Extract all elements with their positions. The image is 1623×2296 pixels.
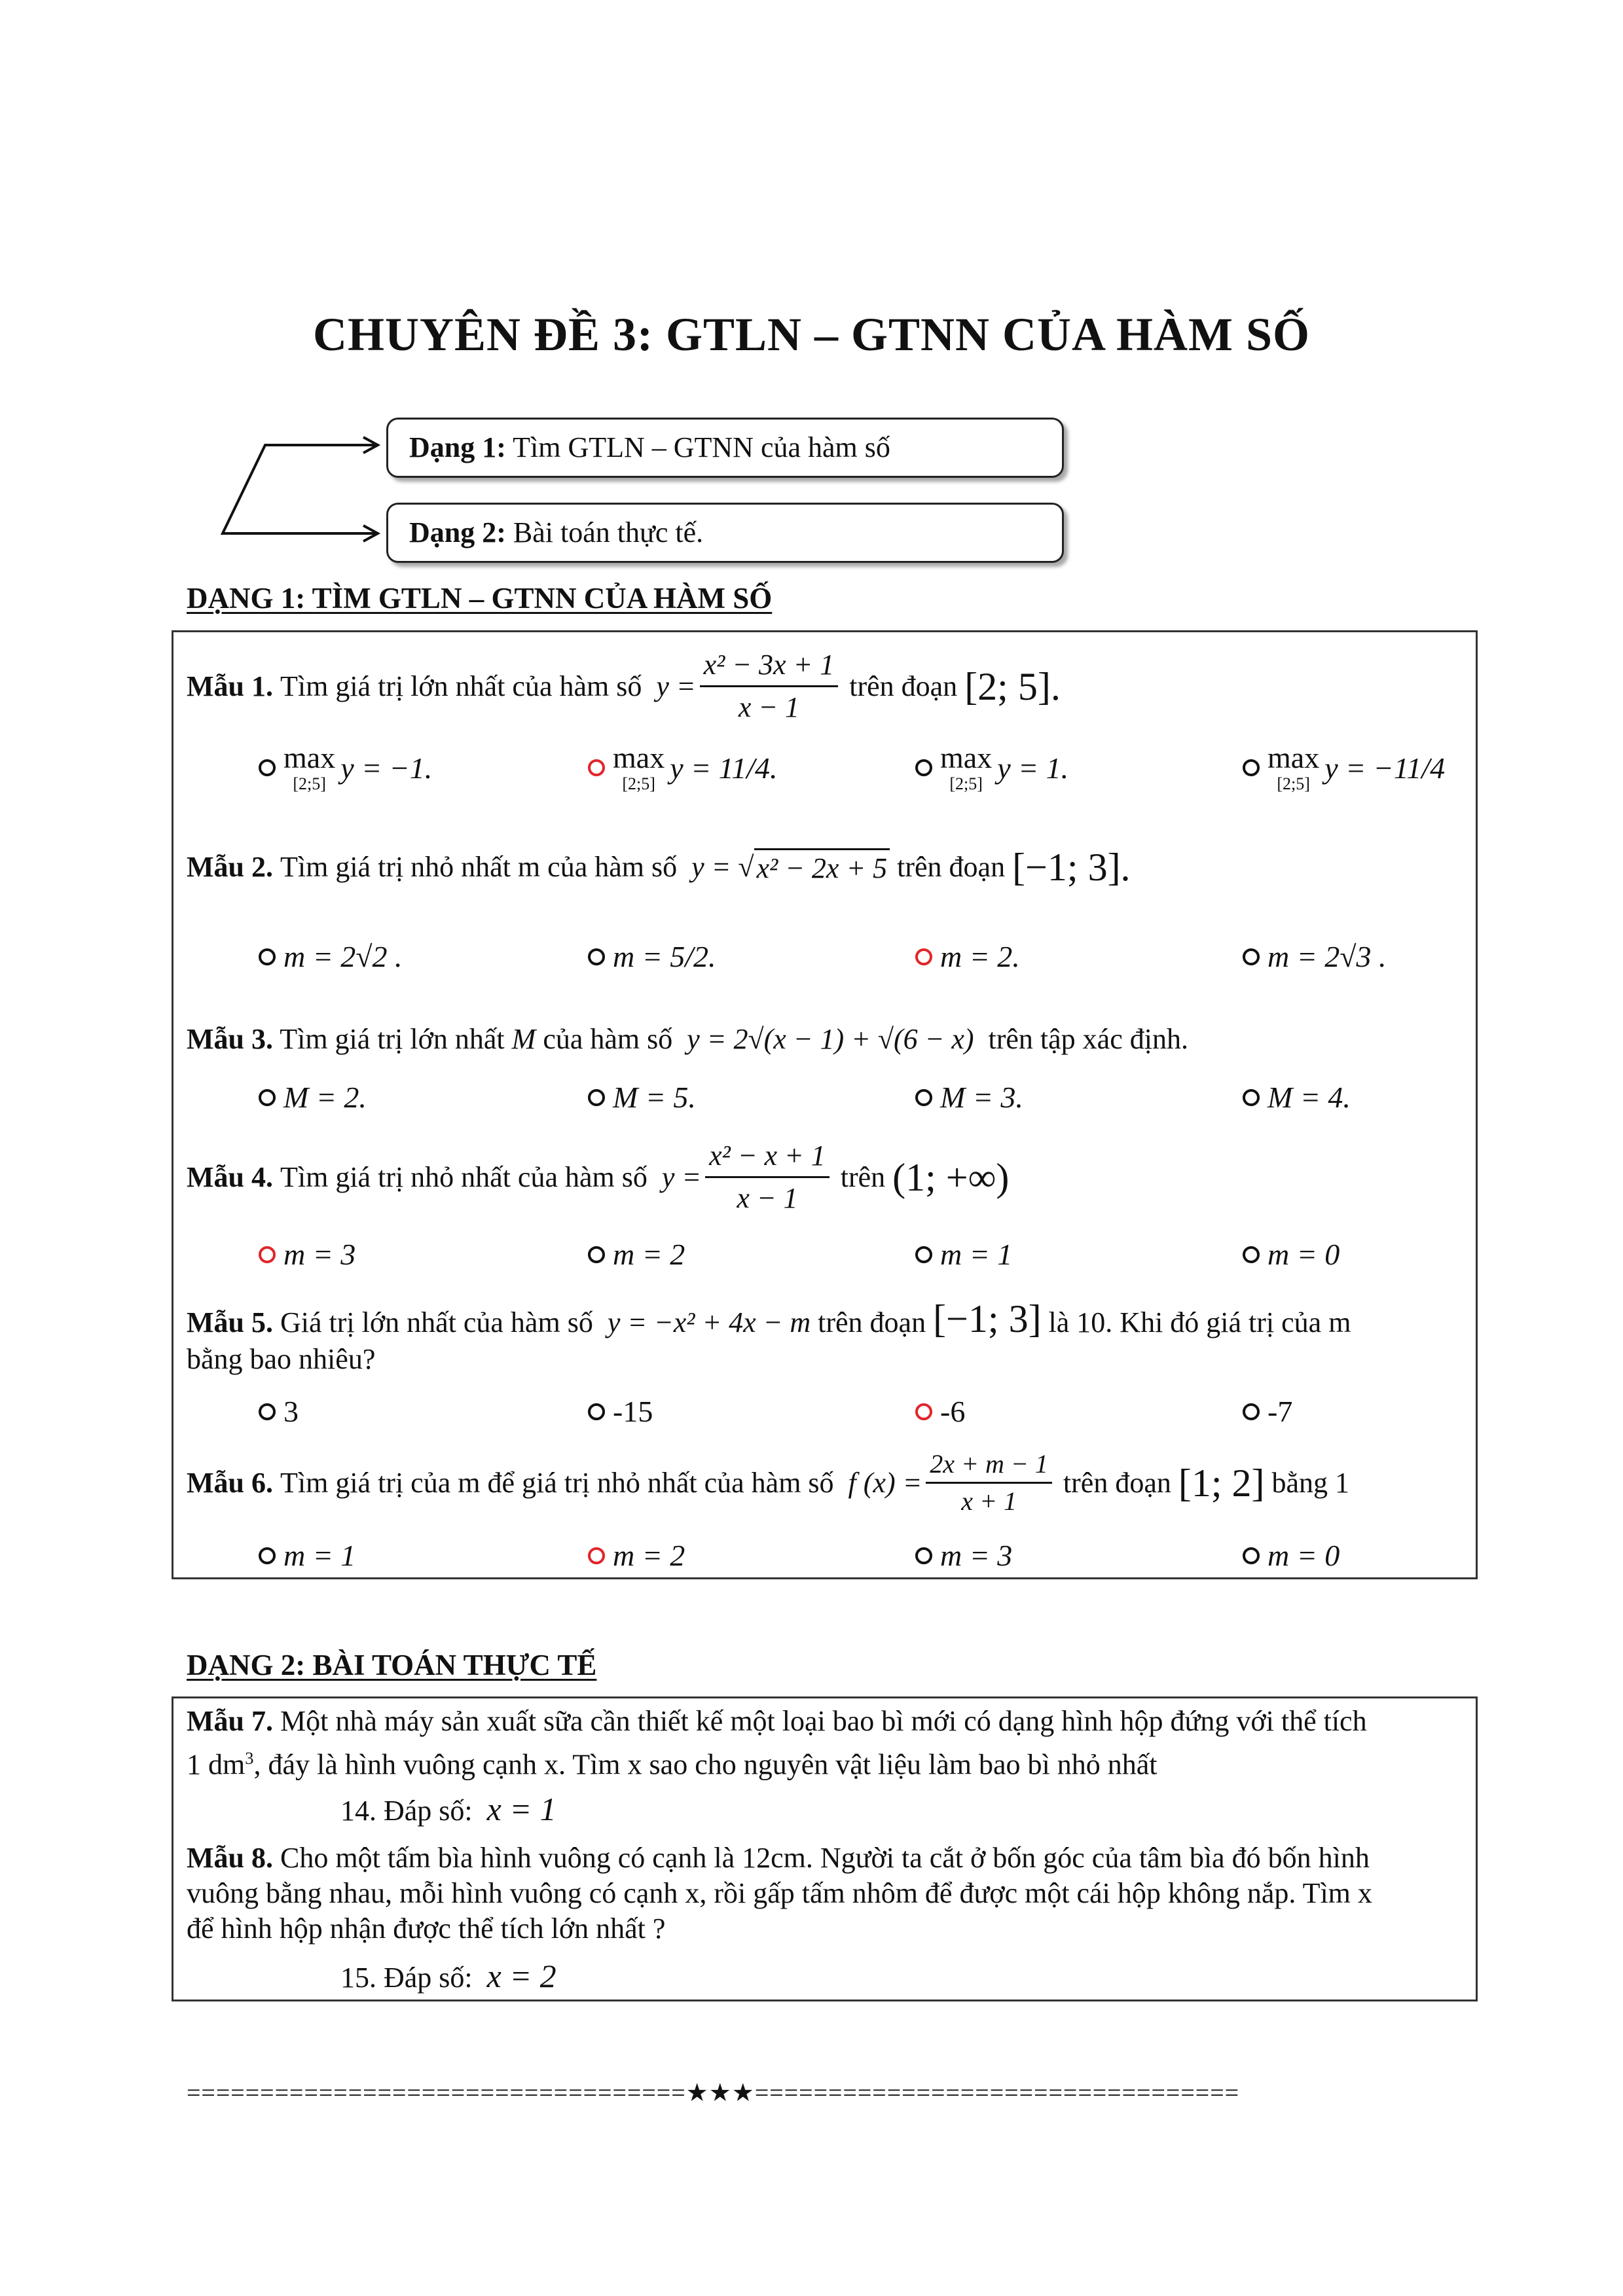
q3-prefix2: của hàm số — [543, 1023, 673, 1055]
q3-var: M — [511, 1023, 536, 1055]
q6-option-d-text: m = 0 — [1267, 1539, 1340, 1572]
question-7 — [187, 1703, 1457, 1784]
question-4 — [187, 1136, 1009, 1219]
dang2-text: Bài toán thực tế. — [513, 516, 704, 548]
branch-arrow-icon — [216, 419, 399, 563]
q3-option-c[interactable] — [915, 1080, 1023, 1115]
page-title: CHUYÊN ĐỀ 3: GTLN – GTNN CỦA HÀM SỐ — [312, 308, 1311, 361]
option-radio-icon — [1243, 1089, 1260, 1106]
option-radio-icon — [915, 1547, 932, 1564]
max-word: max — [1267, 741, 1320, 774]
q1-den: x − 1 — [738, 691, 800, 723]
q3-option-c-text: M = 3. — [940, 1081, 1023, 1114]
q6-den: x + 1 — [961, 1486, 1017, 1516]
q7-line2a: 1 dm — [187, 1748, 246, 1781]
q4-num: x² − x + 1 — [705, 1136, 830, 1178]
q6-option-b-text: m = 2 — [613, 1539, 685, 1572]
q6-f-eq: f (x) = — [848, 1466, 922, 1499]
q1-option-c[interactable] — [915, 743, 1068, 793]
q5-suffix: là 10. Khi đó giá trị của m — [1048, 1306, 1351, 1338]
q4-option-d-text: m = 0 — [1267, 1238, 1340, 1271]
q5-option-d-text: -7 — [1267, 1395, 1293, 1428]
q8-label: Mẫu 8. — [187, 1842, 273, 1874]
option-radio-icon — [1243, 1403, 1260, 1420]
q5-prefix: Giá trị lớn nhất của hàm số — [280, 1306, 593, 1338]
q2-option-c[interactable] — [915, 939, 1020, 974]
question-5 — [187, 1299, 1457, 1378]
q5-option-c[interactable] — [915, 1394, 965, 1429]
q5-option-b[interactable] — [588, 1394, 653, 1429]
q1-num: x² − 3x + 1 — [700, 645, 839, 687]
dang1-text: Tìm GTLN – GTNN của hàm số — [513, 431, 890, 463]
option-radio-icon — [588, 1089, 605, 1106]
question-2: Mẫu 2. Tìm giá trị nhỏ nhất m của hàm số y = √ x² − 2x + 5 trên đoạn [−1; 3]. — [187, 846, 1131, 889]
footer-separator: ==================================★★★================================= — [187, 2079, 1240, 2107]
q5-interval: [−1; 3] — [933, 1297, 1042, 1340]
q3-option-d[interactable] — [1243, 1080, 1351, 1115]
q1-label: Mẫu 1. — [187, 670, 273, 702]
q4-option-c-text: m = 1 — [940, 1238, 1013, 1271]
option-radio-icon — [259, 759, 276, 776]
q8-answer-label: 15. Đáp số: — [340, 1962, 473, 1994]
q8-answer-value: x = 2 — [486, 1958, 556, 1994]
option-radio-icon-correct — [915, 1403, 932, 1420]
max-word: max — [283, 741, 336, 774]
option-radio-icon-correct — [915, 948, 932, 965]
q7-line1: Một nhà máy sản xuất sữa cần thiết kế một loại bao bì mới có dạng hình hộp đứng với thể tích — [280, 1705, 1367, 1737]
q6-fraction — [926, 1446, 1052, 1519]
q5-option-c-text: -6 — [940, 1395, 966, 1428]
q1-option-a[interactable] — [259, 743, 432, 793]
q1-max — [283, 743, 335, 793]
option-radio-icon — [1243, 1246, 1260, 1263]
q6-option-c[interactable] — [915, 1538, 1012, 1573]
option-radio-icon-correct — [259, 1246, 276, 1263]
q7-label: Mẫu 7. — [187, 1705, 273, 1737]
dang2-label: Dạng 2: — [409, 516, 506, 548]
q5-option-d[interactable] — [1243, 1394, 1292, 1429]
q5-option-b-text: -15 — [613, 1395, 653, 1428]
q4-den: x − 1 — [737, 1182, 798, 1214]
q2-prefix: Tìm giá trị nhỏ nhất m của hàm số — [280, 851, 678, 883]
q1-fraction — [700, 645, 839, 728]
q2-interval: [−1; 3]. — [1012, 846, 1131, 889]
q6-prefix: Tìm giá trị của m để giá trị nhỏ nhất của hàm số — [280, 1466, 834, 1499]
q1-interval: [2; 5]. — [964, 664, 1061, 708]
q4-suffix: trên — [840, 1160, 886, 1193]
q4-label: Mẫu 4. — [187, 1160, 273, 1193]
q6-option-b[interactable] — [588, 1538, 685, 1573]
q8-line2: vuông bằng nhau, mỗi hình vuông có cạnh x, rồi gấp tấm nhôm để được một cái hộp không nắp. Tìm x — [187, 1877, 1372, 1909]
q1-option-c-text: y = 1. — [997, 751, 1069, 785]
max-sub: [2;5] — [293, 774, 326, 793]
q1-y-eq: y = — [656, 670, 696, 702]
q3-option-a-text: M = 2. — [283, 1081, 367, 1114]
option-radio-icon — [915, 759, 932, 776]
q5-option-a[interactable] — [259, 1394, 299, 1429]
q6-option-d[interactable] — [1243, 1538, 1340, 1573]
section1-heading: DẠNG 1: TÌM GTLN – GTNN CỦA HÀM SỐ — [187, 582, 773, 615]
q1-max — [940, 743, 992, 793]
option-radio-icon — [259, 1403, 276, 1420]
dang1-label: Dạng 1: — [409, 431, 506, 463]
q4-option-a-text: m = 3 — [283, 1238, 356, 1271]
q1-prefix: Tìm giá trị lớn nhất của hàm số — [280, 670, 642, 702]
q6-mid: trên đoạn — [1063, 1466, 1171, 1499]
option-radio-icon — [588, 1403, 605, 1420]
q6-option-c-text: m = 3 — [940, 1539, 1013, 1572]
q4-prefix: Tìm giá trị nhỏ nhất của hàm số — [280, 1160, 647, 1193]
dang1-box — [386, 418, 1064, 478]
q5-label: Mẫu 5. — [187, 1306, 273, 1338]
q2-option-d[interactable] — [1243, 939, 1387, 974]
q4-y-eq: y = — [661, 1160, 702, 1193]
question-6 — [187, 1446, 1349, 1519]
option-radio-icon — [259, 1547, 276, 1564]
option-radio-icon — [915, 1246, 932, 1263]
q7-line2b: , đáy là hình vuông cạnh x. Tìm x sao cho nguyên vật liệu làm bao bì nhỏ nhất — [253, 1748, 1158, 1781]
q1-option-d[interactable] — [1243, 743, 1445, 793]
q2-label: Mẫu 2. — [187, 851, 273, 883]
q1-max — [613, 743, 665, 793]
q6-option-a-text: m = 1 — [283, 1539, 356, 1572]
option-radio-icon — [1243, 948, 1260, 965]
question-1 — [187, 645, 1061, 728]
q6-option-a[interactable] — [259, 1538, 356, 1573]
max-sub: [2;5] — [949, 774, 983, 793]
q3-suffix: trên tập xác định. — [988, 1023, 1188, 1055]
q8-answer — [340, 1957, 556, 1995]
option-radio-icon — [915, 1089, 932, 1106]
q6-interval: [1; 2] — [1178, 1461, 1265, 1505]
max-sub: [2;5] — [1277, 774, 1310, 793]
q1-option-b[interactable] — [588, 743, 778, 793]
q2-option-b[interactable] — [588, 939, 716, 974]
q5-func: y = −x² + 4x − m — [607, 1306, 811, 1338]
option-radio-icon — [1243, 1547, 1260, 1564]
q7-answer — [340, 1790, 556, 1828]
q6-label: Mẫu 6. — [187, 1466, 273, 1499]
q2-option-a-text: m = 2√2 . — [283, 940, 403, 973]
q5-line2: bằng bao nhiêu? — [187, 1343, 376, 1375]
max-word: max — [613, 741, 665, 774]
q1-suffix: trên đoạn — [849, 670, 958, 702]
q6-suffix: bằng 1 — [1271, 1466, 1350, 1499]
q1-option-d-text: y = −11/4 — [1324, 751, 1446, 785]
q3-option-b-text: M = 5. — [613, 1081, 696, 1114]
max-word: max — [940, 741, 993, 774]
dang2-box — [386, 503, 1064, 563]
q8-line1: Cho một tấm bìa hình vuông có cạnh là 12cm. Người ta cắt ở bốn góc của tâm bìa đó bốn hình — [280, 1842, 1370, 1874]
q2-option-c-text: m = 2. — [940, 940, 1020, 973]
option-radio-icon — [588, 948, 605, 965]
option-radio-icon — [588, 1246, 605, 1263]
q2-y-eq: y = — [691, 851, 731, 883]
q4-option-b[interactable] — [588, 1237, 685, 1272]
option-radio-icon — [1243, 759, 1260, 776]
q4-option-c[interactable] — [915, 1237, 1012, 1272]
q4-interval: (1; +∞) — [892, 1155, 1010, 1199]
q7-answer-label: 14. Đáp số: — [340, 1795, 473, 1827]
q5-mid: trên đoạn — [818, 1306, 926, 1338]
question-3 — [187, 1021, 1188, 1058]
q4-option-b-text: m = 2 — [613, 1238, 685, 1271]
max-sub: [2;5] — [622, 774, 655, 793]
q1-option-a-text: y = −1. — [340, 751, 433, 785]
q3-prefix: Tìm giá trị lớn nhất — [280, 1023, 505, 1055]
q2-radicand: x² − 2x + 5 — [754, 848, 890, 887]
q3-option-a[interactable] — [259, 1080, 367, 1115]
q4-option-d[interactable] — [1243, 1237, 1340, 1272]
q5-option-a-text: 3 — [283, 1395, 299, 1428]
option-radio-icon-correct — [588, 1547, 605, 1564]
q3-option-d-text: M = 4. — [1267, 1081, 1351, 1114]
question-8 — [187, 1840, 1457, 1946]
q4-fraction — [705, 1136, 830, 1219]
q3-label: Mẫu 3. — [187, 1023, 273, 1055]
section2-heading: DẠNG 2: BÀI TOÁN THỰC TẾ — [187, 1649, 597, 1681]
q3-func: y = 2√(x − 1) + √(6 − x) — [687, 1023, 974, 1055]
option-radio-icon — [259, 1089, 276, 1106]
q6-num: 2x + m − 1 — [926, 1446, 1052, 1484]
q2-option-a[interactable] — [259, 939, 403, 974]
q1-max — [1267, 743, 1319, 793]
q1-option-b-text: y = 11/4. — [670, 751, 778, 785]
q2-option-d-text: m = 2√3 . — [1267, 940, 1387, 973]
q7-line2sup: 3 — [245, 1748, 254, 1768]
q2-option-b-text: m = 5/2. — [613, 940, 716, 973]
q4-option-a[interactable] — [259, 1237, 356, 1272]
option-radio-icon-correct — [588, 759, 605, 776]
option-radio-icon — [259, 948, 276, 965]
q3-option-b[interactable] — [588, 1080, 696, 1115]
q8-line3: để hình hộp nhận được thể tích lớn nhất ? — [187, 1912, 666, 1945]
q7-answer-value: x = 1 — [486, 1791, 556, 1827]
q2-suffix: trên đoạn — [897, 851, 1006, 883]
